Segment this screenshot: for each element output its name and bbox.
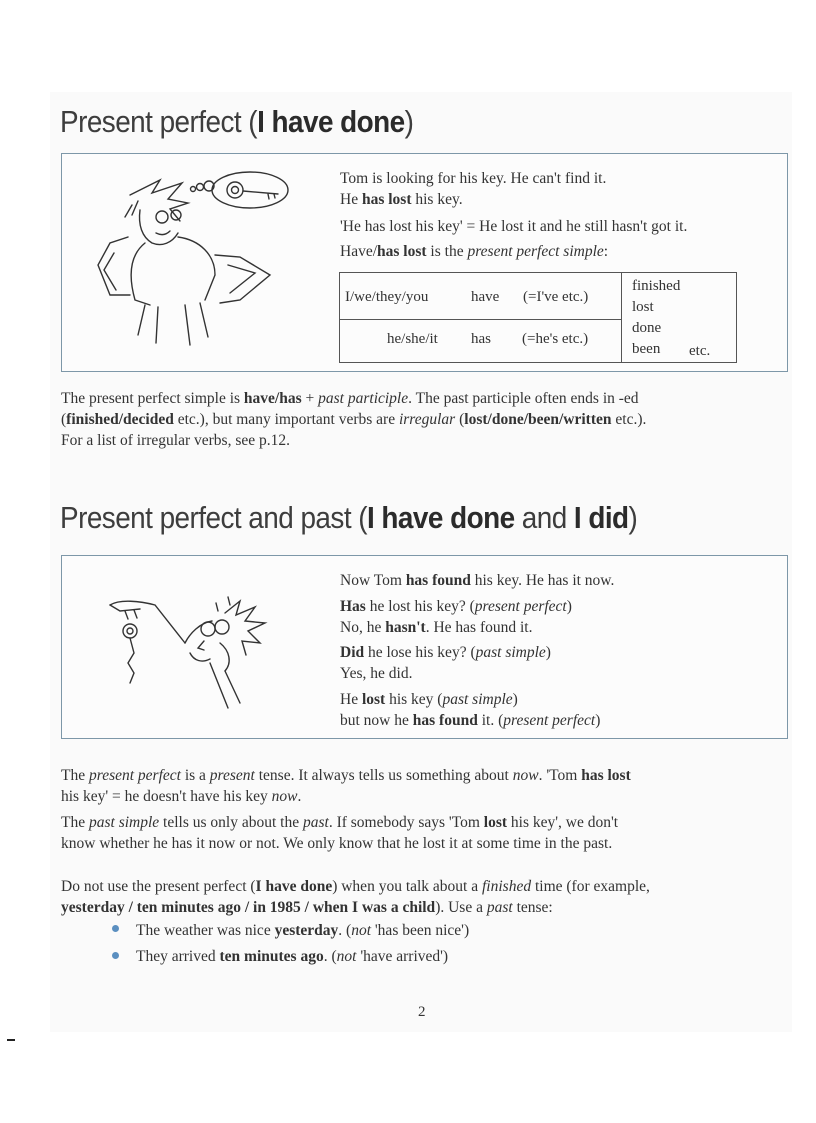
- t-italic: past simple: [475, 644, 546, 661]
- table-divider-vertical: [621, 273, 622, 362]
- t-bold: Did: [340, 644, 365, 661]
- para-line: [61, 876, 791, 897]
- t: No, he: [340, 619, 386, 636]
- t: is a: [180, 767, 210, 784]
- t-italic: present perfect simple: [467, 243, 604, 260]
- t: 'has been nice'): [371, 922, 470, 939]
- t-bold: ten minutes ago: [219, 948, 324, 965]
- t-italic: present perfect: [503, 712, 596, 729]
- t-italic: past simple: [88, 814, 160, 831]
- t: The present perfect simple is: [61, 390, 244, 407]
- t: his key (: [385, 691, 443, 708]
- participle-1: finished: [632, 278, 681, 294]
- t-italic: not: [351, 922, 372, 939]
- bullet-dot-icon: [112, 925, 119, 932]
- t-italic: past participle: [318, 390, 409, 407]
- t: ): [595, 712, 601, 729]
- t-bold: lost: [483, 814, 508, 831]
- t-italic: past: [302, 814, 329, 831]
- t: The: [61, 814, 89, 831]
- t: tense:: [512, 899, 553, 916]
- t-bold: has found: [405, 572, 471, 589]
- box1-line1: Tom is looking for his key. He can't find it.: [340, 170, 607, 187]
- box2-line2: [340, 596, 572, 617]
- bullet-item-1: [136, 920, 776, 941]
- para-line: [61, 897, 791, 918]
- t: time (for example,: [531, 878, 650, 895]
- t: . If somebody says 'Tom: [328, 814, 484, 831]
- para-line: [61, 812, 791, 833]
- section2-paragraph-3: [61, 876, 791, 918]
- t-bold: has found: [412, 712, 478, 729]
- t: He: [340, 691, 362, 708]
- t-italic: present perfect: [88, 767, 181, 784]
- page-number: 2: [418, 1004, 426, 1020]
- box2-line4: [340, 642, 551, 663]
- t-italic: now: [271, 788, 298, 805]
- table-row2-subject: he/she/it: [387, 331, 438, 347]
- t-italic: present perfect: [474, 598, 567, 615]
- box2-line1: [340, 570, 614, 591]
- heading-bold: I have done: [257, 104, 405, 139]
- box2-line7: [340, 710, 600, 731]
- t-bold: has lost: [361, 191, 412, 208]
- para-line: [61, 388, 791, 409]
- t: . He has found it.: [425, 619, 533, 636]
- t: . 'Tom: [538, 767, 582, 784]
- t-bold: I have done: [255, 878, 333, 895]
- t-italic: present: [209, 767, 255, 784]
- t: it. (: [477, 712, 504, 729]
- table-row2-aux: has: [471, 331, 491, 347]
- bullet-item-2: [136, 946, 776, 967]
- t: . (: [338, 922, 352, 939]
- box2-line6: [340, 689, 518, 710]
- t-bold: yesterday / ten minutes ago / in 1985 / when I was a child: [61, 899, 436, 916]
- t: He: [340, 191, 362, 208]
- box1-line3: 'He has lost his key' = He lost it and he still hasn't got it.: [340, 218, 688, 235]
- t-bold: hasn't: [385, 619, 426, 636]
- t-italic: past: [486, 899, 513, 916]
- t: is the: [426, 243, 468, 260]
- table-row1-subject: I/we/they/you: [345, 289, 429, 305]
- t-bold: Has: [340, 598, 366, 615]
- t: . The past participle often ends in -ed: [408, 390, 639, 407]
- participle-etc: etc.: [689, 343, 711, 359]
- box2-line3: [340, 617, 532, 638]
- t: ): [566, 598, 572, 615]
- section1-paragraph: [61, 388, 791, 451]
- participle-2: lost: [632, 299, 654, 315]
- t-bold: lost: [361, 691, 386, 708]
- t: his key' = he doesn't have his key: [61, 788, 272, 805]
- section-heading-present-perfect-and-past: [60, 500, 637, 536]
- t: tense. It always tells us something about: [254, 767, 513, 784]
- t: his key. He has it now.: [470, 572, 615, 589]
- table-row1-aux: have: [471, 289, 500, 305]
- participle-3: done: [632, 320, 662, 336]
- table-row1-short: (=I've etc.): [523, 289, 589, 305]
- t-italic: finished: [482, 878, 532, 895]
- t: . (: [323, 948, 337, 965]
- t: but now he: [340, 712, 413, 729]
- heading-bold: I did: [573, 500, 629, 535]
- heading-text: Present perfect and past (: [60, 500, 367, 535]
- margin-mark: [7, 1039, 15, 1041]
- section-heading-present-perfect: [60, 104, 413, 140]
- illustration-man-holding-key-icon: [100, 593, 280, 713]
- t: ). Use a: [435, 899, 487, 916]
- t: 'have arrived'): [356, 948, 449, 965]
- illustration-man-thinking-icon: [90, 165, 310, 355]
- heading-end: ): [404, 104, 414, 139]
- t-italic: now: [512, 767, 539, 784]
- t: his key.: [411, 191, 463, 208]
- bullet-dot-icon: [112, 952, 119, 959]
- t: The: [61, 767, 89, 784]
- heading-text: and: [514, 500, 574, 535]
- t-bold: lost/done/been/written: [464, 411, 612, 428]
- t-italic: past simple: [442, 691, 513, 708]
- table-row2-short: (=he's etc.): [522, 331, 589, 347]
- t: ) when you talk about a: [332, 878, 482, 895]
- participle-4: been: [632, 341, 661, 357]
- t-bold: has lost: [377, 243, 427, 260]
- section2-paragraph-2: [61, 812, 791, 854]
- para-line: know whether he has it now or not. We only know that he lost it at some time in the past.: [61, 835, 613, 852]
- t-italic: not: [336, 948, 357, 965]
- t: etc.), but many important verbs are: [173, 411, 399, 428]
- heading-bold: I have done: [366, 500, 515, 535]
- present-perfect-table: [339, 272, 737, 363]
- t: Do not use the present perfect (: [61, 878, 256, 895]
- box1-line4: [340, 241, 608, 262]
- heading-text: Present perfect (: [60, 104, 258, 139]
- t: :: [603, 243, 609, 260]
- t: Have/: [340, 243, 378, 260]
- t-bold: has lost: [581, 767, 631, 784]
- para-line: [61, 765, 791, 786]
- para-line: [136, 946, 776, 967]
- para-line: [61, 786, 791, 807]
- t: tells us only about the: [159, 814, 303, 831]
- para-line: For a list of irregular verbs, see p.12.: [61, 432, 290, 449]
- t: he lost his key? (: [365, 598, 475, 615]
- t: (: [61, 411, 67, 428]
- t: The weather was nice: [136, 922, 275, 939]
- t: They arrived: [136, 948, 220, 965]
- para-line: [136, 920, 776, 941]
- t: (: [455, 411, 465, 428]
- box1-line2: [340, 189, 463, 210]
- t-italic: irregular: [398, 411, 456, 428]
- t: ): [512, 691, 518, 708]
- heading-end: ): [628, 500, 638, 535]
- section2-paragraph-1: [61, 765, 791, 807]
- table-divider-horizontal: [340, 319, 621, 320]
- t: etc.).: [611, 411, 647, 428]
- t: his key', we don't: [507, 814, 619, 831]
- t: +: [301, 390, 319, 407]
- t: he lose his key? (: [364, 644, 476, 661]
- t-bold: have/has: [243, 390, 302, 407]
- t-bold: yesterday: [274, 922, 339, 939]
- t: ): [545, 644, 551, 661]
- box2-line5: Yes, he did.: [340, 665, 413, 682]
- t-bold: finished/decided: [66, 411, 174, 428]
- t: .: [297, 788, 302, 805]
- t: Now Tom: [340, 572, 406, 589]
- para-line: [61, 409, 791, 430]
